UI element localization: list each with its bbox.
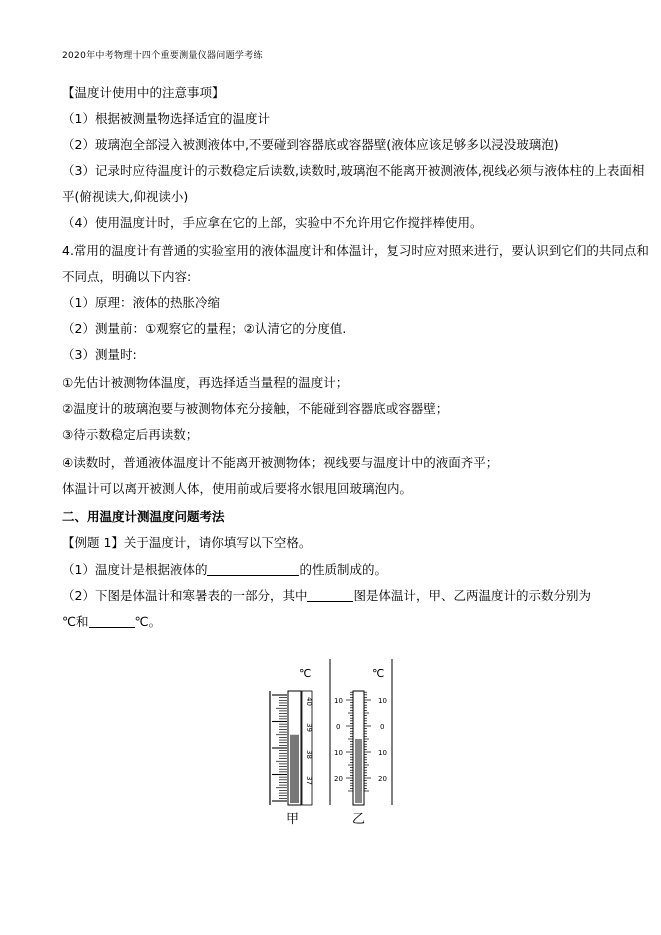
example-title: 【例题 1】关于温度计，请你填写以下空格。 <box>62 535 312 550</box>
jia-mercury-column <box>290 735 299 803</box>
clinical-thermometer-note: 体温计可以离开被测人体，使用前或后要将水银甩回玻璃泡内。 <box>62 481 413 496</box>
step-1: ①先估计被测物体温度，再选择适当量程的温度计； <box>62 375 349 390</box>
unit-right: ℃ <box>372 667 385 680</box>
notes-item-3-cont: 平(俯视读大,仰视读小) <box>62 189 189 204</box>
notes-item-2: （2）玻璃泡全部浸入被测液体中,不要碰到容器底或容器壁(液体应该足够多以浸没玻璃泡) <box>62 137 559 152</box>
notes-item-3: （3）记录时应待温度计的示数稳定后读数,读数时,玻璃泡不能离开被测液体,视线必须与液体柱的上表面相 <box>62 163 645 178</box>
jia-label-38: 38 <box>305 750 313 759</box>
yi-label-l-m20: 20 <box>334 775 343 783</box>
question-2-cont <box>62 609 607 635</box>
question-2-text-a: （2）下图是体温计和寒暑表的一部分，其中 <box>62 588 308 603</box>
yi-label-r-m20: 20 <box>378 775 387 783</box>
notes-title: 【温度计使用中的注意事项】 <box>62 85 225 100</box>
during-measure-line: （3）测量时: <box>62 347 137 362</box>
jia-label-strip <box>302 691 312 805</box>
question-2-text-b: 图是体温计，甲、乙两温度计的示数分别为 <box>353 588 591 603</box>
jia-minor-ticks <box>272 695 287 801</box>
notes-item-1: （1）根据被测量物选择适宜的温度计 <box>62 111 270 126</box>
point-4-intro-cont: 不同点，明确以下内容: <box>62 269 192 284</box>
answer-blank-2[interactable] <box>307 587 353 602</box>
figure-label-yi: 乙 <box>352 812 366 827</box>
yi-label-l-m10: 10 <box>334 749 343 757</box>
notes-item-4: （4）使用温度计时，手应拿在它的上部，实验中不允许用它作搅拌棒使用。 <box>62 215 483 230</box>
question-2-text-d: ℃。 <box>134 614 162 629</box>
figure-label-jia: 甲 <box>286 812 300 827</box>
thermometer-yi <box>330 659 392 827</box>
thermometer-jia <box>270 667 313 827</box>
before-measure-line: （2）测量前：①观察它的量程；②认清它的分度值. <box>62 321 347 336</box>
jia-label-37: 37 <box>305 776 313 785</box>
yi-label-r-0: 0 <box>380 723 385 731</box>
yi-label-r-10: 10 <box>378 697 387 705</box>
yi-liquid-column <box>355 739 362 803</box>
step-2: ②温度计的玻璃泡要与被测物体充分接触，不能碰到容器底或容器壁； <box>62 401 449 416</box>
step-3: ③待示数稳定后再读数； <box>62 427 199 442</box>
unit-left: ℃ <box>299 667 312 680</box>
yi-label-r-m10: 10 <box>378 749 387 757</box>
question-2-text-c: ℃和 <box>62 614 89 629</box>
step-4: ④读数时，普通液体温度计不能离开被测物体；视线要与温度计中的液面齐平； <box>62 455 499 470</box>
principle-line: （1）原理：液体的热胀冷缩 <box>62 295 220 310</box>
thermometer-figure <box>262 655 402 830</box>
question-1 <box>62 557 607 583</box>
point-4-intro: 4.常用的温度计有普通的实验室用的液体温度计和体温计，复习时应对照来进行，要认识到它们的共同点和 <box>62 243 649 258</box>
yi-label-l-10: 10 <box>334 697 343 705</box>
answer-blank-3[interactable] <box>89 613 135 628</box>
section-title: 二、用温度计测温度问题考法 <box>62 509 225 524</box>
yi-label-l-0: 0 <box>336 723 341 731</box>
page-header: 2020年中考物理十四个重要测量仪器问题学考练 <box>62 51 263 61</box>
jia-label-40: 40 <box>305 697 313 706</box>
question-1-text-b: 的性质制成的。 <box>299 562 387 577</box>
question-2 <box>62 583 607 609</box>
question-1-text-a: （1）温度计是根据液体的 <box>62 562 208 577</box>
answer-blank-1[interactable] <box>207 561 299 576</box>
jia-label-39: 39 <box>305 723 313 732</box>
